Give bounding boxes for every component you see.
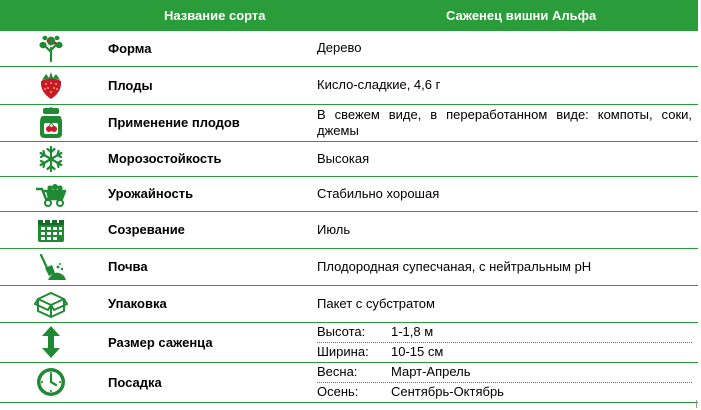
wheelbarrow-icon: [34, 181, 68, 207]
table-row-packaging: [0, 285, 698, 322]
header-icon-cell: [0, 0, 102, 31]
row-name: Почва: [102, 248, 310, 285]
jam-jar-icon: [36, 106, 66, 140]
resize-handle: [696, 400, 700, 408]
sub-label: Высота:: [317, 324, 366, 339]
row-name: Размер саженца: [102, 322, 310, 362]
vertical-arrows-icon: [40, 325, 62, 359]
strawberry-icon: [36, 70, 66, 100]
box-icon: [34, 289, 68, 319]
row-name: Посадка: [102, 362, 310, 402]
header-value: Саженец вишни Альфа: [310, 0, 698, 31]
row-value: Стабильно хорошая: [310, 176, 698, 211]
size-height: [317, 323, 692, 342]
planting-spring: [317, 363, 692, 382]
row-name: Морозостойкость: [102, 141, 310, 176]
sub-label: Ширина:: [317, 344, 369, 359]
row-value: Дерево: [310, 31, 698, 66]
calendar-icon: [36, 216, 66, 244]
row-value: Высокая: [310, 141, 698, 176]
table-row-soil: [0, 248, 698, 285]
row-value: В свежем виде, в переработанном виде: компоты, соки, джемы: [310, 104, 698, 141]
sub-value: Март-Апрель: [391, 364, 471, 379]
sub-value: 1-1,8 м: [391, 324, 434, 339]
sub-value: Сентябрь-Октябрь: [391, 384, 504, 399]
snowflake-icon: [37, 145, 65, 173]
table-row-ripening: [0, 211, 698, 248]
header-name: Название сорта: [102, 0, 310, 31]
row-value: [310, 362, 698, 402]
table-row-size: [0, 322, 698, 362]
table-row-frost: [0, 141, 698, 176]
table-row-usage: [0, 104, 698, 141]
row-name: Упаковка: [102, 285, 310, 322]
shovel-soil-icon: [35, 253, 67, 281]
row-name: Урожайность: [102, 176, 310, 211]
table-row-fruits: [0, 66, 698, 104]
table-header: [0, 0, 698, 31]
sub-label: Осень:: [317, 384, 359, 399]
size-width: [317, 342, 692, 362]
row-value: Июль: [310, 211, 698, 248]
row-name: Плоды: [102, 66, 310, 104]
sub-value: 10-15 см: [391, 344, 444, 359]
tree-icon: [36, 34, 66, 62]
table-row-form: [0, 31, 698, 66]
row-value: Плодородная супесчаная, с нейтральным pH: [310, 248, 698, 285]
table-row-yield: [0, 176, 698, 211]
row-value: Пакет с субстратом: [310, 285, 698, 322]
clock-icon: [35, 366, 67, 398]
row-name: Форма: [102, 31, 310, 66]
planting-autumn: [317, 382, 692, 402]
row-value: [310, 322, 698, 362]
table-row-planting: [0, 362, 698, 402]
row-value: Кисло-сладкие, 4,6 г: [310, 66, 698, 104]
row-name: Применение плодов: [102, 104, 310, 141]
row-name: Созревание: [102, 211, 310, 248]
sub-label: Весна:: [317, 364, 358, 379]
